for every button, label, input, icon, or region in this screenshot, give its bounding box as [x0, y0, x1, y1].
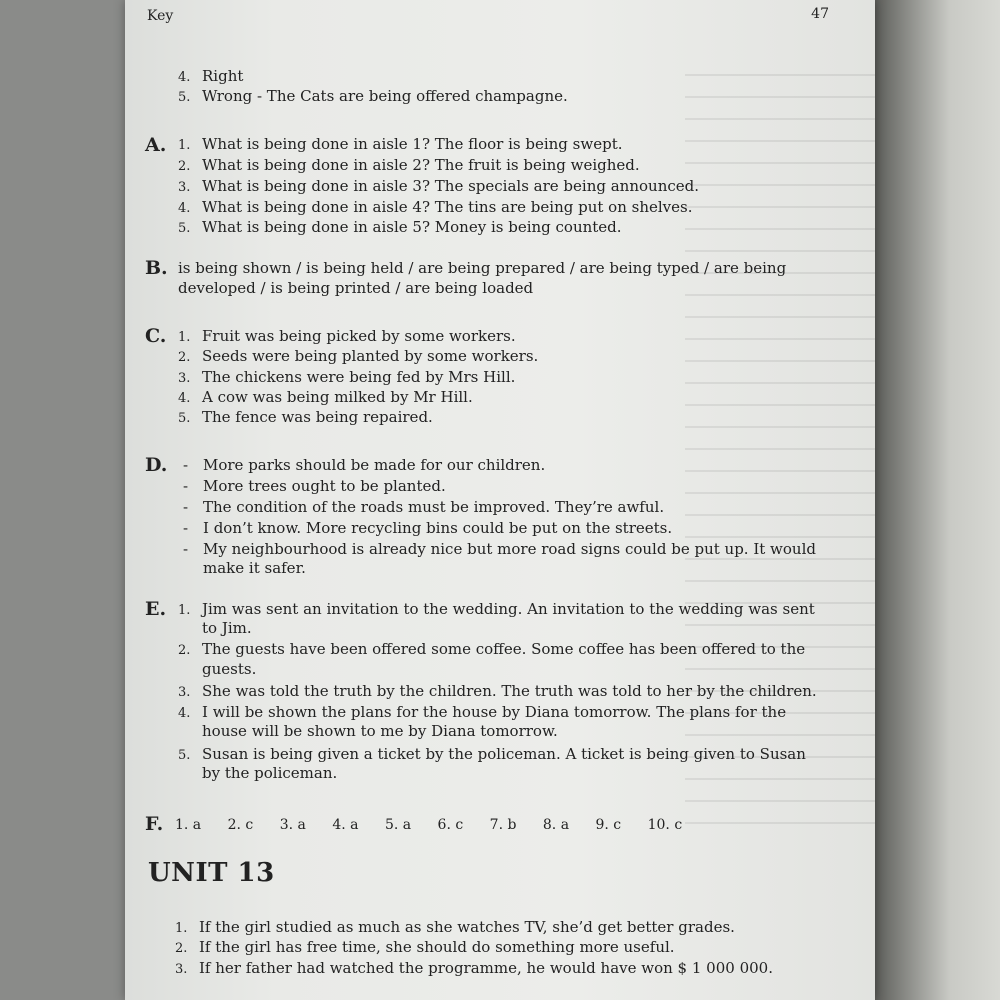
list-item: 4. What is being done in aisle 4? The tins are being put on shelves. [178, 198, 693, 216]
list-item: 3. She was told the truth by the children. The truth was told to her by the children. [178, 682, 817, 700]
list-item: 2. Seeds were being planted by some workers. [178, 347, 539, 365]
answer: 9. c [595, 817, 622, 833]
text-line: developed / is being printed / are being loaded [178, 279, 534, 297]
section-letter-e: E. [145, 598, 167, 620]
answer: 8. a [542, 817, 570, 833]
text-continuation: make it safer. [203, 559, 306, 577]
list-item: 3. If her father had watched the programme, he would have won $ 1 000 000. [175, 959, 773, 977]
section-letter-f: F. [145, 813, 164, 835]
unit-title: UNIT 13 [148, 858, 275, 888]
list-item: 4. Right [178, 67, 244, 85]
list-item: 4. I will be shown the plans for the house by Diana tomorrow. The plans for the [178, 703, 787, 721]
text-continuation: by the policeman. [202, 764, 338, 782]
section-letter-d: D. [145, 454, 168, 476]
list-item: 1. What is being done in aisle 1? The floor is being swept. [178, 135, 623, 153]
page-number: 47 [811, 6, 829, 22]
list-item: 5. What is being done in aisle 5? Money is being counted. [178, 218, 622, 236]
list-item: 4. A cow was being milked by Mr Hill. [178, 388, 473, 406]
list-item: 5. The fence was being repaired. [178, 408, 433, 426]
list-item: - More parks should be made for our children. [183, 456, 546, 474]
answer: 2. c [227, 817, 254, 833]
text-continuation: house will be shown to me by Diana tomorrow. [202, 722, 558, 740]
list-item: 2. The guests have been offered some coffee. Some coffee has been offered to the [178, 640, 806, 658]
text-continuation: guests. [202, 660, 257, 678]
background-right [875, 0, 1000, 1000]
section-letter-a: A. [145, 134, 167, 156]
answer-row [175, 815, 704, 835]
list-item: 1. Jim was sent an invitation to the wedding. An invitation to the wedding was sent [178, 600, 815, 618]
text-continuation: to Jim. [202, 619, 252, 637]
list-item: - The condition of the roads must be improved. They’re awful. [183, 498, 665, 516]
list-item: - More trees ought to be planted. [183, 477, 446, 495]
answer: 10. c [647, 817, 683, 833]
list-item: 1. If the girl studied as much as she watches TV, she’d get better grades. [175, 918, 735, 936]
book-page [125, 0, 875, 1000]
answer: 7. b [489, 817, 517, 833]
text-line: is being shown / is being held / are being prepared / are being typed / are being [178, 259, 787, 277]
answer: 1. a [175, 817, 202, 833]
list-item: 1. Fruit was being picked by some workers. [178, 327, 516, 345]
list-item: 5. Wrong - The Cats are being offered champagne. [178, 87, 568, 105]
list-item: 5. Susan is being given a ticket by the policeman. A ticket is being given to Susan [178, 745, 806, 763]
answer: 6. c [437, 817, 464, 833]
answer: 3. a [279, 817, 306, 833]
section-letter-c: C. [145, 325, 167, 347]
answer: 5. a [384, 817, 412, 833]
list-item: 3. What is being done in aisle 3? The specials are being announced. [178, 177, 700, 195]
header-key: Key [147, 8, 174, 24]
list-item: - I don’t know. More recycling bins could be put on the streets. [183, 519, 673, 537]
answer: 4. a [332, 817, 359, 833]
list-item: 2. If the girl has free time, she should do something more useful. [175, 938, 675, 956]
section-letter-b: B. [145, 257, 168, 279]
list-item: 3. The chickens were being fed by Mrs Hill. [178, 368, 516, 386]
list-item: - My neighbourhood is already nice but more road signs could be put up. It would [183, 540, 816, 558]
list-item: 2. What is being done in aisle 2? The fruit is being weighed. [178, 156, 640, 174]
